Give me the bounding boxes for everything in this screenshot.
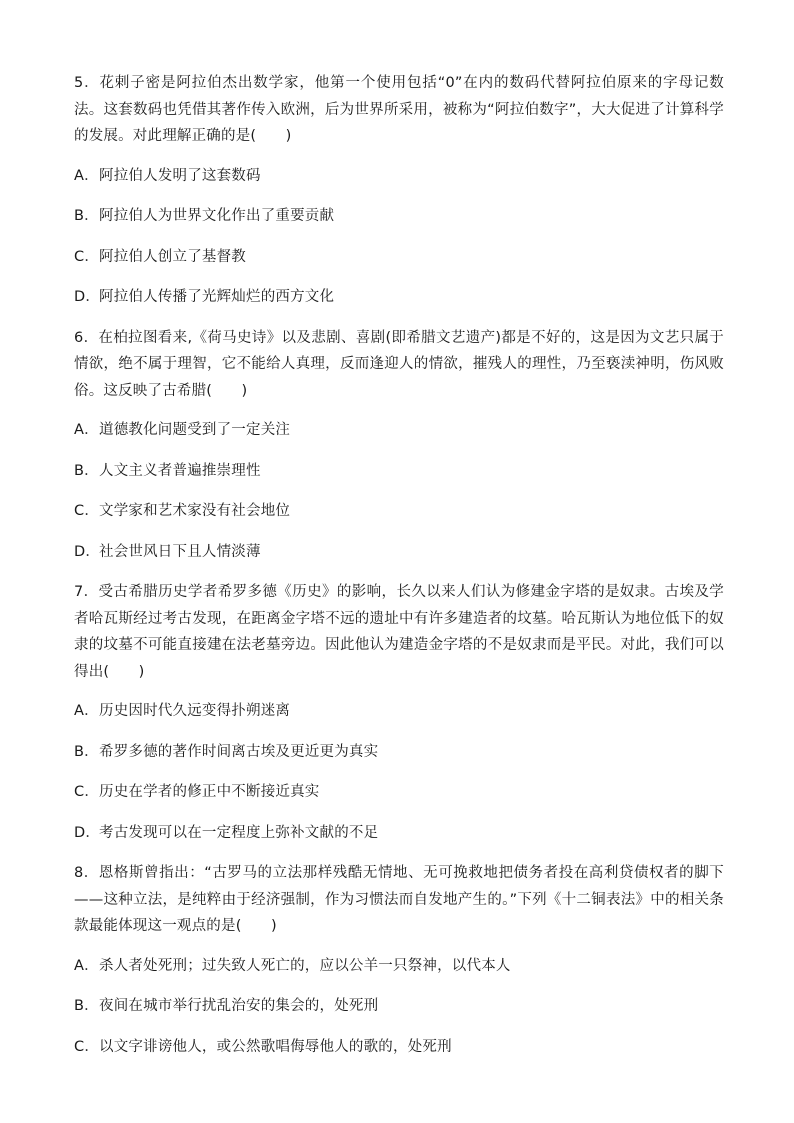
option-key: D．: [74, 543, 101, 560]
option-c: [74, 498, 724, 525]
option-a: [74, 698, 724, 725]
option-a: [74, 163, 724, 190]
option-text: 希罗多德的著作时间离古埃及更近更为真实: [99, 743, 379, 760]
option-b: [74, 203, 724, 230]
option-key: A．: [74, 422, 99, 438]
option-text: 历史因时代久远变得扑朔迷离: [99, 703, 291, 719]
question-8: [74, 860, 724, 1060]
option-key: D．: [74, 824, 101, 841]
option-key: C．: [74, 503, 100, 519]
option-text: 历史在学者的修正中不断接近真实: [99, 784, 320, 800]
document-page: [74, 70, 724, 1074]
option-a: [74, 953, 724, 980]
option-c: [74, 1034, 724, 1061]
option-key: A．: [74, 957, 99, 974]
question-stem: 6．在柏拉图看来,《荷马史诗》以及悲剧、喜剧(即希腊文艺遗产)都是不好的，这是因为文艺只属于情欲，绝不属于理智，它不能给人真理，反而逢迎人的情欲，摧残人的理性，乃至亵渎神明，伤风败俗。这反映了古希腊( ): [74, 329, 724, 399]
question-5: [74, 70, 724, 311]
option-key: B．: [74, 462, 99, 479]
option-key: B．: [74, 743, 99, 760]
question-6: [74, 325, 724, 566]
option-c: [74, 779, 724, 806]
option-d: [74, 539, 724, 566]
option-key: C．: [74, 248, 100, 265]
option-c: [74, 244, 724, 271]
option-b: [74, 993, 724, 1020]
question-stem: 8．恩格斯曾指出：“古罗马的立法那样残酷无情地、无可挽救地把债务者投在高利贷债权者的脚下——这种立法，是纯粹由于经济强制，作为习惯法而自发地产生的。”下列《十二铜表法》中的相关条款最能体现这一观点的是( ): [74, 865, 724, 934]
option-key: A．: [74, 703, 99, 719]
option-key: C．: [74, 784, 100, 800]
option-key: B．: [74, 998, 99, 1014]
option-key: A．: [74, 167, 99, 184]
option-text: 杀人者处死刑；过失致人死亡的，应以公羊一只祭神，以代本人: [99, 957, 511, 974]
option-key: C．: [74, 1038, 100, 1055]
option-text: 阿拉伯人为世界文化作出了重要贡献: [99, 208, 335, 224]
option-text: 以文字诽谤他人，或公然歌唱侮辱他人的歌的，处死刑: [99, 1038, 452, 1055]
option-d: [74, 284, 724, 311]
question-stem: 5．花剌子密是阿拉伯杰出数学家，他第一个使用包括“0”在内的数码代替阿拉伯原来的字母记数法。这套数码也凭借其著作传入欧洲，后为世界所采用，被称为“阿拉伯数字”，大大促进了计算科学的发展。对此理解正确的是( ): [74, 75, 724, 144]
option-key: B．: [74, 208, 99, 224]
option-a: [74, 417, 724, 444]
option-text: 阿拉伯人创立了基督教: [99, 248, 246, 265]
option-text: 考古发现可以在一定程度上弥补文献的不足: [99, 824, 379, 841]
option-text: 社会世风日下且人情淡薄: [99, 543, 261, 560]
option-b: [74, 739, 724, 766]
option-text: 夜间在城市举行扰乱治安的集会的，处死刑: [99, 998, 379, 1014]
option-text: 阿拉伯人发明了这套数码: [99, 167, 261, 184]
option-text: 人文主义者普遍推崇理性: [99, 462, 261, 479]
option-text: 文学家和艺术家没有社会地位: [99, 503, 291, 519]
option-text: 道德教化问题受到了一定关注: [99, 422, 291, 438]
question-stem: 7．受古希腊历史学者希罗多德《历史》的影响，长久以来人们认为修建金字塔的是奴隶。古埃及学者哈瓦斯经过考古发现，在距离金字塔不远的遗址中有许多建造者的坟墓。哈瓦斯认为地位低下的奴隶的坟墓不可能直接建在法老墓旁边。因此他认为建造金字塔的不是奴隶而是平民。对此，我们可以得出( ): [74, 584, 724, 680]
question-7: [74, 579, 724, 846]
option-text: 阿拉伯人传播了光辉灿烂的西方文化: [99, 289, 335, 305]
option-b: [74, 458, 724, 485]
option-key: D．: [74, 289, 101, 305]
option-d: [74, 820, 724, 847]
